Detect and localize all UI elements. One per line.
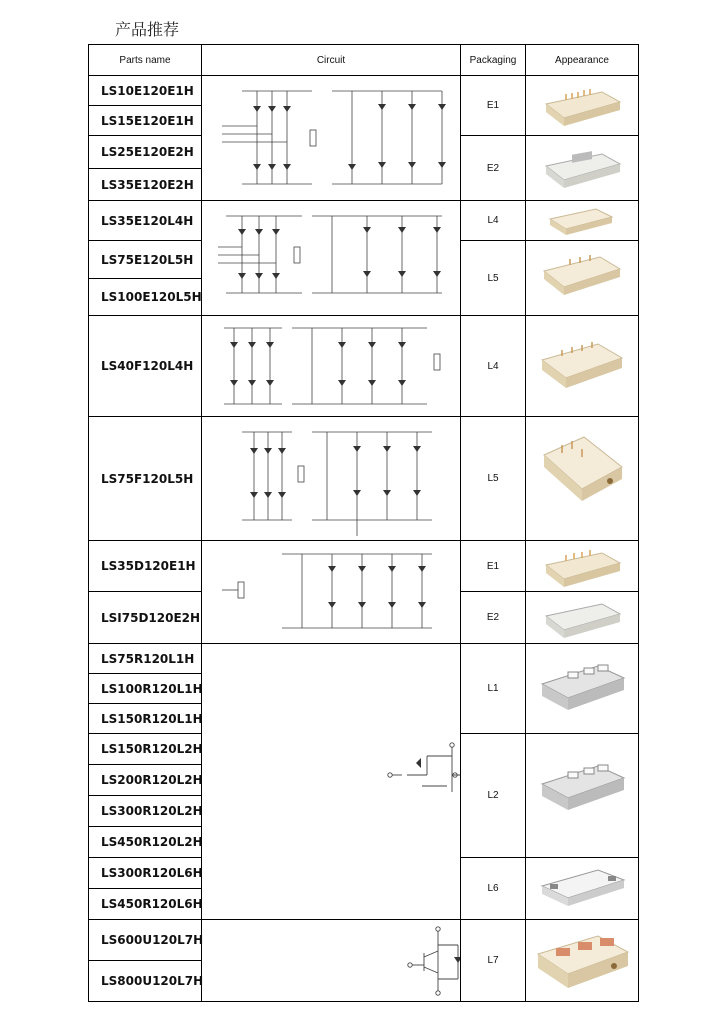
packaging-cell: L4 [461, 316, 526, 417]
part-name: LS35E120E2H [89, 169, 202, 201]
part-name: LS300R120L6H [89, 858, 202, 889]
packaging-cell: E2 [461, 136, 526, 201]
module-photo [540, 249, 624, 299]
circuit-diagram [202, 201, 461, 316]
packaging-cell: E1 [461, 76, 526, 136]
part-name: LS75R120L1H [89, 644, 202, 674]
module-photo [542, 84, 622, 128]
appearance-cell [526, 76, 639, 136]
part-name: LS100E120L5H [89, 279, 202, 316]
header-packaging: Packaging [461, 45, 526, 76]
module-photo [538, 758, 628, 818]
appearance-cell [526, 316, 639, 417]
part-name: LS450R120L2H [89, 827, 202, 858]
appearance-cell [526, 417, 639, 541]
packaging-cell: L1 [461, 644, 526, 734]
packaging-cell: L4 [461, 201, 526, 241]
part-name: LS150R120L1H [89, 704, 202, 734]
table-row [89, 76, 639, 106]
header-circuit: Circuit [202, 45, 461, 76]
packaging-cell: E1 [461, 541, 526, 592]
part-name: LS150R120L2H [89, 734, 202, 765]
part-name: LSI75D120E2H [89, 592, 202, 644]
circuit-diagram [202, 316, 461, 417]
part-name: LS10E120E1H [89, 76, 202, 106]
packaging-cell: L6 [461, 858, 526, 920]
part-name: LS600U120L7H [89, 920, 202, 961]
part-name: LS25E120E2H [89, 136, 202, 169]
circuit-diagram [202, 920, 461, 1002]
part-name: LS35E120L4H [89, 201, 202, 241]
appearance-cell [526, 241, 639, 316]
circuit-diagram [202, 76, 461, 201]
part-name: LS75E120L5H [89, 241, 202, 279]
circuit-diagram [202, 644, 461, 920]
table-row [89, 417, 639, 541]
appearance-cell [526, 920, 639, 1002]
module-photo [534, 930, 632, 996]
part-name: LS450R120L6H [89, 889, 202, 920]
table-row [89, 920, 639, 961]
product-table [88, 44, 639, 1002]
part-name: LS800U120L7H [89, 961, 202, 1002]
circuit-diagram [202, 541, 461, 644]
header-appearance: Appearance [526, 45, 639, 76]
module-photo [546, 203, 616, 239]
page-title: 产品推荐 [115, 20, 180, 39]
packaging-cell: E2 [461, 592, 526, 644]
appearance-cell [526, 136, 639, 201]
module-photo [538, 864, 628, 912]
module-photo [538, 658, 628, 718]
part-name: LS75F120L5H [89, 417, 202, 541]
module-photo [538, 431, 628, 507]
header-row [89, 45, 639, 76]
table-row [89, 316, 639, 417]
appearance-cell [526, 592, 639, 644]
table-row [89, 644, 639, 674]
part-name: LS15E120E1H [89, 106, 202, 136]
table-row [89, 201, 639, 241]
appearance-cell [526, 201, 639, 241]
packaging-cell: L5 [461, 241, 526, 316]
table-row [89, 541, 639, 592]
appearance-cell [526, 858, 639, 920]
appearance-cell [526, 734, 639, 858]
part-name: LS100R120L1H [89, 674, 202, 704]
module-photo [542, 596, 622, 640]
packaging-cell: L7 [461, 920, 526, 1002]
appearance-cell [526, 541, 639, 592]
packaging-cell: L5 [461, 417, 526, 541]
part-name: LS300R120L2H [89, 796, 202, 827]
header-parts-name: Parts name [89, 45, 202, 76]
part-name: LS200R120L2H [89, 765, 202, 796]
packaging-cell: L2 [461, 734, 526, 858]
part-name: LS40F120L4H [89, 316, 202, 417]
part-name: LS35D120E1H [89, 541, 202, 592]
module-photo [542, 545, 622, 589]
circuit-diagram [202, 417, 461, 541]
appearance-cell [526, 644, 639, 734]
module-photo [538, 334, 626, 394]
module-photo [542, 146, 622, 190]
